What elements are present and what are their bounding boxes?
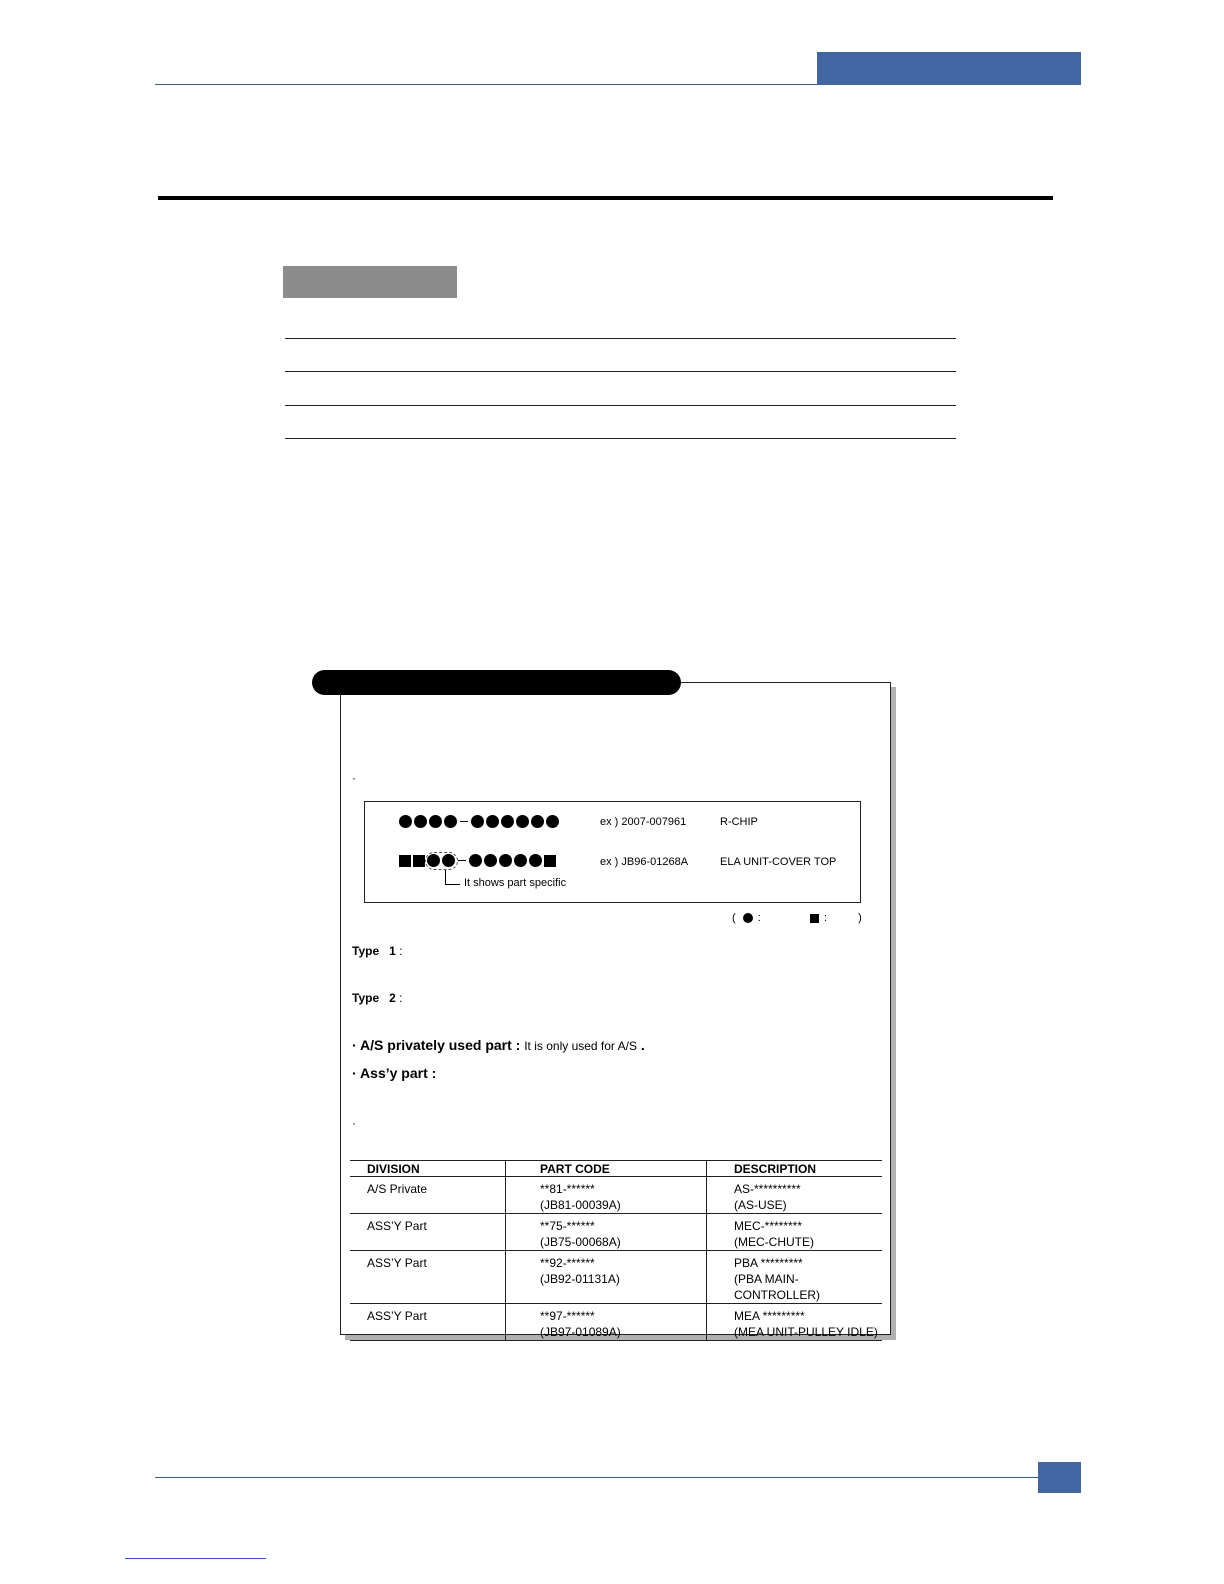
footer-link-underline[interactable] — [125, 1558, 266, 1559]
digit-dot-icon — [499, 854, 512, 867]
example-name-1: R-CHIP — [720, 816, 758, 828]
table-header-row — [350, 1161, 882, 1177]
letter-square-icon — [544, 855, 556, 867]
type-word: Type — [352, 944, 380, 958]
feature-period: . — [640, 1037, 645, 1053]
code-format-row-2 — [399, 854, 558, 868]
footer-rule — [155, 1477, 1039, 1478]
description-pattern: MEA ********* — [734, 1309, 805, 1323]
type-colon: : — [399, 991, 403, 1005]
cell-description — [707, 1214, 883, 1251]
table-row — [350, 1251, 882, 1304]
header-division: DIVISION — [350, 1161, 506, 1177]
bullet-marker: · — [352, 771, 356, 785]
table-row — [350, 1214, 882, 1251]
type-word: Type — [352, 991, 380, 1005]
part-code-pattern: **92-****** — [540, 1256, 595, 1270]
letter-square-icon — [413, 855, 425, 867]
title-rule — [158, 196, 1053, 200]
legend-close: ) — [858, 912, 862, 924]
header-section-tab — [817, 52, 1081, 85]
digit-dot-icon — [514, 854, 527, 867]
table-row — [350, 1304, 882, 1341]
division-text: ASS’Y Part — [367, 1309, 427, 1323]
header-part-code: PART CODE — [506, 1161, 707, 1177]
digit-dot-icon — [399, 815, 412, 828]
feature-title: Ass’y part : — [360, 1065, 437, 1081]
digit-dot-icon — [501, 815, 514, 828]
part-code-pattern: **81-****** — [540, 1182, 595, 1196]
legend-dot-colon: : — [757, 912, 761, 924]
type-2-label — [352, 991, 403, 1005]
description-pattern: AS-********** — [734, 1182, 801, 1196]
part-code-pattern: **97-****** — [540, 1309, 595, 1323]
cell-part-code — [506, 1214, 707, 1251]
description-pattern: MEC-******** — [734, 1219, 803, 1233]
legend-sq-colon: : — [823, 912, 828, 924]
division-text: ASS’Y Part — [367, 1219, 427, 1233]
cell-description — [707, 1177, 883, 1214]
table-rule-2 — [285, 371, 956, 372]
cell-part-code — [506, 1251, 707, 1304]
legend-open: ( — [732, 912, 736, 924]
digit-dot-icon — [471, 815, 484, 828]
legend-square-icon — [810, 914, 819, 923]
digit-dot-icon — [486, 815, 499, 828]
legend — [732, 912, 862, 924]
cell-part-code — [506, 1304, 707, 1341]
feature-as-private — [352, 1037, 645, 1053]
part-code-table — [350, 1160, 882, 1341]
part-code-example: (JB92-01131A) — [540, 1272, 620, 1286]
example-code-1: ex ) 2007-007961 — [600, 816, 687, 828]
example-name-2: ELA UNIT-COVER TOP — [720, 856, 837, 868]
cell-division — [350, 1304, 506, 1341]
type-number: 2 — [389, 991, 396, 1005]
example-code-2: ex ) JB96-01268A — [600, 856, 689, 868]
digit-dot-icon — [484, 854, 497, 867]
description-example: (PBA MAIN-CONTROLLER) — [734, 1272, 821, 1302]
digit-dot-icon — [531, 815, 544, 828]
digit-dot-icon — [546, 815, 559, 828]
type-number: 1 — [389, 944, 396, 958]
digit-dot-icon — [414, 815, 427, 828]
division-text: A/S Private — [367, 1182, 428, 1196]
digit-dot-icon — [529, 854, 542, 867]
description-pattern: PBA ********* — [734, 1256, 803, 1270]
feature-title: A/S privately used part : — [360, 1037, 521, 1053]
highlight-circle — [425, 852, 458, 870]
hyphen-icon — [460, 821, 468, 822]
table-row — [350, 1177, 882, 1214]
annotation-text: It shows part specific — [464, 877, 567, 889]
table-rule-4 — [285, 438, 956, 439]
part-code-example: (JB75-00068A) — [540, 1235, 621, 1249]
legend-dot-icon — [743, 913, 753, 923]
part-code-pattern: **75-****** — [540, 1219, 595, 1233]
bullet-marker: · — [352, 1116, 356, 1130]
header-description: DESCRIPTION — [707, 1161, 883, 1177]
letter-square-icon — [399, 855, 411, 867]
feature-note: It is only used for A/S — [524, 1039, 637, 1053]
type-colon: : — [399, 944, 403, 958]
description-example: (MEC-CHUTE) — [734, 1235, 814, 1249]
division-text: ASS’Y Part — [367, 1256, 427, 1270]
digit-dot-icon — [516, 815, 529, 828]
cell-part-code — [506, 1177, 707, 1214]
code-format-row-1 — [399, 815, 561, 829]
part-code-example: (JB81-00039A) — [540, 1198, 621, 1212]
subsection-heading-bar — [283, 266, 457, 298]
cell-description — [707, 1251, 883, 1304]
table-rule-1 — [285, 338, 956, 339]
box-title-pill — [312, 670, 681, 695]
description-example: (AS-USE) — [734, 1198, 787, 1212]
cell-division — [350, 1251, 506, 1304]
cell-division — [350, 1214, 506, 1251]
cell-description — [707, 1304, 883, 1341]
type-1-label — [352, 944, 403, 958]
feature-bullet: · — [352, 1037, 357, 1053]
digit-dot-icon — [444, 815, 457, 828]
part-code-example: (JB97-01089A) — [540, 1325, 621, 1339]
page-number-tab — [1038, 1462, 1081, 1493]
table-rule-3 — [285, 405, 956, 406]
description-example: (MEA UNIT-PULLEY IDLE) — [734, 1325, 878, 1339]
cell-division — [350, 1177, 506, 1214]
digit-dot-icon — [429, 815, 442, 828]
hyphen-icon — [458, 860, 466, 861]
feature-bullet: · — [352, 1065, 357, 1081]
digit-dot-icon — [469, 854, 482, 867]
feature-assy-part — [352, 1065, 436, 1081]
annotation-bracket — [445, 870, 460, 885]
